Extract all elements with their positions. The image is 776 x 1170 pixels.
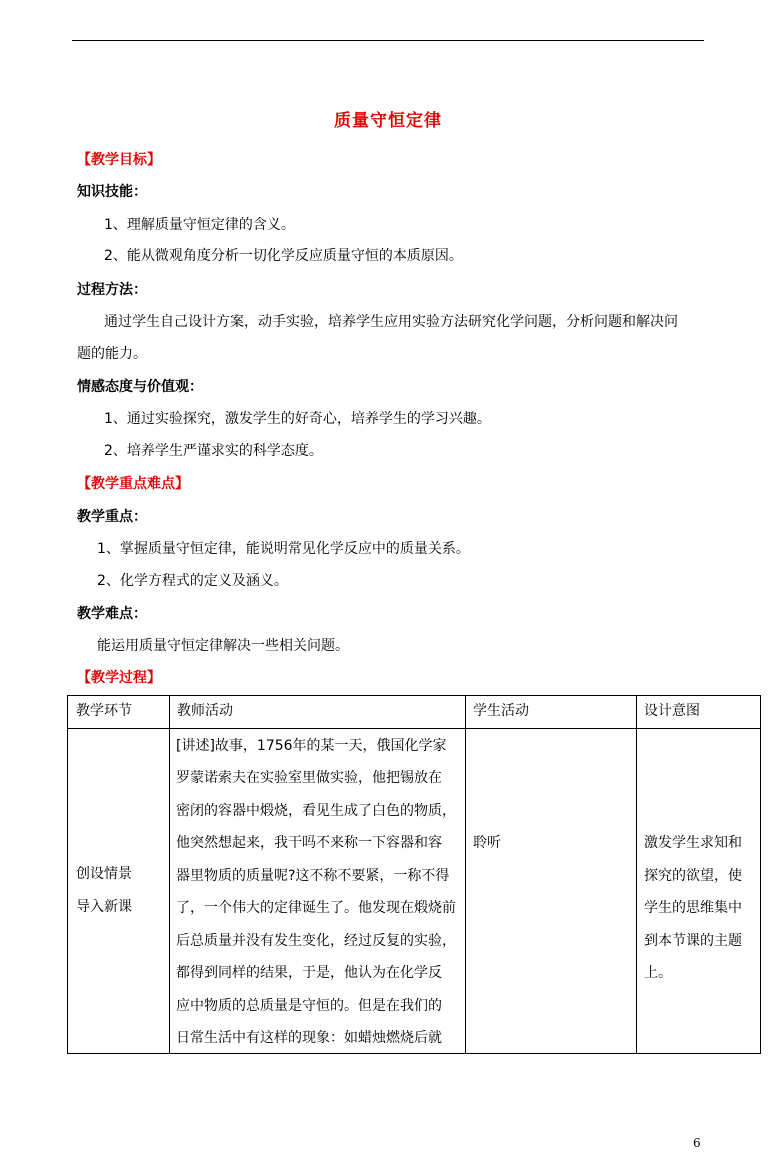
knowledge-heading: 知识技能： bbox=[77, 184, 147, 200]
process-section-heading: 【教学过程】 bbox=[77, 670, 161, 686]
table-header-student: 学生活动 bbox=[473, 703, 529, 719]
difficulty-heading: 教学难点： bbox=[77, 606, 147, 622]
page-title: 质量守恒定律 bbox=[334, 111, 442, 131]
header-rule bbox=[72, 40, 704, 41]
focus-heading: 教学重点： bbox=[77, 509, 147, 525]
teacher-cell-line: 后总质量并没有发生变化，经过反复的实验， bbox=[176, 933, 456, 949]
intent-cell-line: 探究的欲望，使 bbox=[644, 868, 742, 884]
teacher-cell-line: 密闭的容器中煅烧，看见生成了白色的物质， bbox=[176, 803, 456, 819]
teacher-cell-line: 罗蒙诺索夫在实验室里做实验，他把锡放在 bbox=[176, 770, 442, 786]
table-header-stage: 教学环节 bbox=[76, 703, 132, 719]
table-header-teacher: 教师活动 bbox=[177, 703, 233, 719]
page-number: 6 bbox=[693, 1136, 701, 1150]
teacher-cell-line: 日常生活中有这样的现象：如蜡烛燃烧后就 bbox=[176, 1030, 442, 1046]
keypoints-heading: 【教学重点难点】 bbox=[77, 476, 189, 492]
table-header-intent: 设计意图 bbox=[644, 703, 700, 719]
focus-item: 1、掌握质量守恒定律，能说明常见化学反应中的质量关系。 bbox=[97, 541, 470, 557]
difficulty-text: 能运用质量守恒定律解决一些相关问题。 bbox=[97, 638, 349, 654]
process-heading: 过程方法： bbox=[77, 282, 147, 298]
knowledge-item: 2、能从微观角度分析一切化学反应质量守恒的本质原因。 bbox=[104, 248, 463, 264]
teacher-cell-line: 他突然想起来，我干吗不来称一下容器和容 bbox=[176, 835, 442, 851]
focus-item: 2、化学方程式的定义及涵义。 bbox=[97, 573, 288, 589]
teacher-cell-line: 器里物质的质量呢?这不称不要紧，一称不得 bbox=[176, 868, 450, 884]
intent-cell-line: 到本节课的主题 bbox=[644, 933, 742, 949]
emotion-item: 1、通过实验探究，激发学生的好奇心，培养学生的学习兴趣。 bbox=[104, 411, 491, 427]
knowledge-item: 1、理解质量守恒定律的含义。 bbox=[104, 217, 295, 233]
lesson-process-table bbox=[67, 695, 761, 1054]
intent-cell-line: 激发学生求知和 bbox=[644, 835, 742, 851]
goals-heading: 【教学目标】 bbox=[77, 152, 161, 168]
student-cell: 聆听 bbox=[473, 835, 501, 851]
teacher-cell-line: 了，一个伟大的定律诞生了。他发现在煅烧前 bbox=[176, 900, 456, 916]
emotion-item: 2、培养学生严谨求实的科学态度。 bbox=[104, 443, 323, 459]
stage-cell-line: 导入新课 bbox=[76, 899, 132, 915]
emotion-heading: 情感态度与价值观： bbox=[77, 379, 203, 395]
intent-cell-line: 上。 bbox=[644, 965, 672, 981]
teacher-cell-line: 应中物质的总质量是守恒的。但是在我们的 bbox=[176, 998, 442, 1014]
stage-cell-line: 创设情景 bbox=[76, 866, 132, 882]
teacher-cell-line: 都得到同样的结果，于是，他认为在化学反 bbox=[176, 965, 442, 981]
teacher-cell-line: [讲述]故事，1756年的某一天，俄国化学家 bbox=[176, 738, 447, 754]
intent-cell-line: 学生的思维集中 bbox=[644, 900, 742, 916]
process-text: 通过学生自己设计方案，动手实验，培养学生应用实验方法研究化学问题，分析问题和解决问 bbox=[104, 314, 678, 330]
process-text: 题的能力。 bbox=[77, 346, 147, 362]
